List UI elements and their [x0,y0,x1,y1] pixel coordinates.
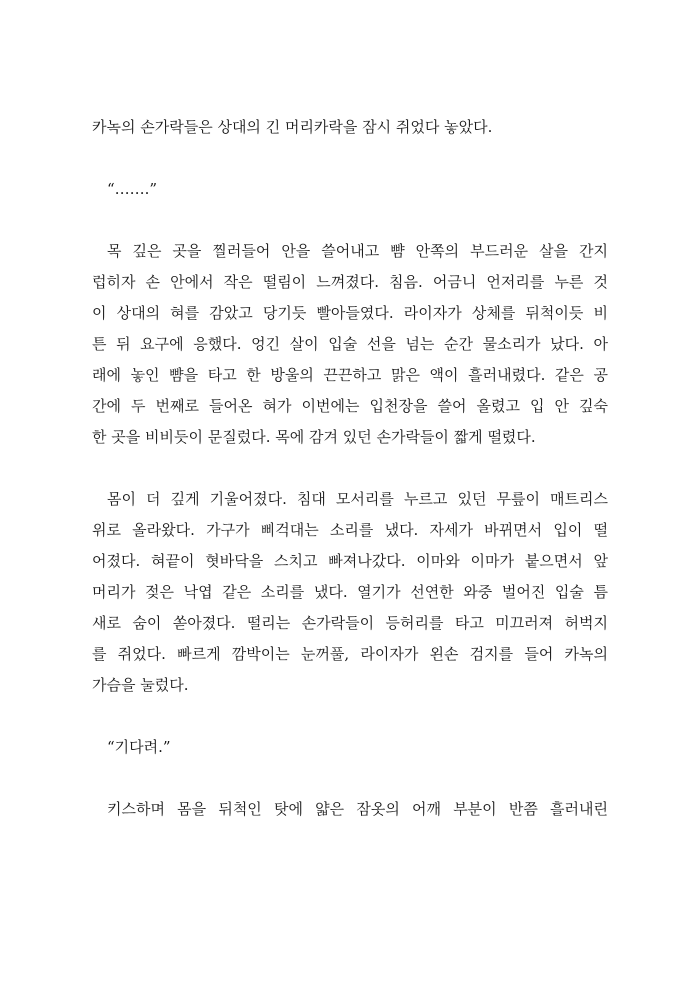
paragraph-2 [92,174,608,205]
text-line: 가슴을 눌렀다. [92,676,189,694]
paragraph-1 [92,112,608,143]
text-line: 한 곳을 비비듯이 문질렀다. 목에 감겨 있던 손가락들이 짧게 떨렸다. [92,428,536,446]
text-line: 이 상대의 혀를 감았고 당기듯 빨아들였다. 라이자가 상체를 뒤척이듯 비 [92,304,608,322]
paragraph-3 [92,236,608,453]
text-line: “…….” [107,180,158,198]
text-line: 머리가 젖은 낙엽 같은 소리를 냈다. 열기가 선연한 와중 벌어진 입술 틈 [92,583,608,601]
paragraph-5 [92,732,608,763]
text-line: 키스하며 몸을 뒤척인 탓에 얇은 잠옷의 어깨 부분이 반쯤 흘러내린 [107,800,608,818]
paragraph-4 [92,484,608,701]
text-line: “기다려.” [107,738,171,756]
text-line: 카녹의 손가락들은 상대의 긴 머리카락을 잠시 쥐었다 놓았다. [92,118,493,136]
text-line: 새로 숨이 쏟아졌다. 떨리는 손가락들이 등허리를 타고 미끄러져 허벅지 [92,614,608,632]
text-line: 튼 뒤 요구에 응했다. 엉긴 살이 입술 선을 넘는 순간 물소리가 났다. 아 [92,335,608,353]
text-line: 어졌다. 혀끝이 혓바닥을 스치고 빠져나갔다. 이마와 이마가 붙으면서 앞 [92,552,608,570]
text-line: 래에 놓인 뺨을 타고 한 방울의 끈끈하고 맑은 액이 흘러내렸다. 같은 공 [92,366,608,384]
text-body [92,112,608,825]
text-line: 를 쥐었다. 빠르게 깜박이는 눈꺼풀, 라이자가 왼손 검지를 들어 카녹의 [92,645,608,663]
paragraph-6 [92,794,608,825]
text-line: 목 깊은 곳을 찔러들어 안을 쓸어내고 뺨 안쪽의 부드러운 살을 간지 [107,242,608,260]
text-line: 위로 올라왔다. 가구가 삐걱대는 소리를 냈다. 자세가 바뀌면서 입이 떨 [92,521,608,539]
text-line: 간에 두 번째로 들어온 혀가 이번에는 입천장을 쓸어 올렸고 입 안 깊숙 [92,397,608,415]
text-line: 몸이 더 깊게 기울어졌다. 침대 모서리를 누르고 있던 무릎이 매트리스 [107,490,608,508]
text-line: 럽히자 손 안에서 작은 떨림이 느껴졌다. 침음. 어금니 언저리를 누른 것 [92,273,608,291]
